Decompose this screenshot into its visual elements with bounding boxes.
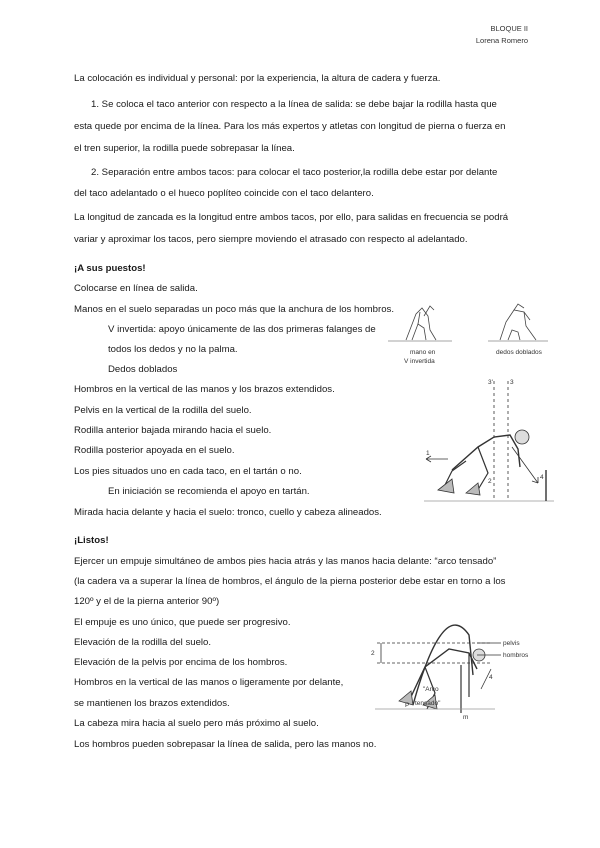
- section2-line: Elevación de la rodilla del suelo.: [74, 637, 212, 648]
- section2-line: Hombros en la vertical de las manos o ligeramente por delante,: [74, 677, 344, 688]
- hands-illustration: [378, 300, 558, 372]
- item1-line1: 1. Se coloca el taco anterior con respecto a la línea de salida: se debe bajar la rodilla hasta que: [91, 99, 497, 110]
- section1-line: Mirada hacia delante y hacia el suelo: tronco, cuello y cabeza alineados.: [74, 507, 382, 518]
- set-position-illustration: [365, 605, 530, 727]
- runner-body-icon: [409, 649, 477, 701]
- section2-line: El empuje es uno único, que puede ser progresivo.: [74, 617, 291, 628]
- caption-dedos-doblados: dedos doblados: [496, 349, 542, 356]
- page-header: [476, 23, 528, 47]
- tension-arc-icon: [413, 625, 473, 705]
- inverted-v-hand-icon: [388, 306, 452, 341]
- position-illustration: [418, 375, 558, 510]
- label-m: m: [463, 714, 469, 721]
- label-4: 4: [489, 674, 493, 681]
- section2-line: Elevación de la pelvis por encima de los hombros.: [74, 657, 288, 668]
- section2-line: se mantienen los brazos extendidos.: [74, 698, 230, 709]
- section2-line: Ejercer un empuje simultáneo de ambos pies hacia atrás y las manos hacia delante: “arco tensado”: [74, 556, 497, 567]
- section1-line: Rodilla posterior apoyada en el suelo.: [74, 445, 235, 456]
- caption-mano-en: mano en: [410, 349, 436, 356]
- section2-line: La cabeza mira hacia al suelo pero más próximo al suelo.: [74, 718, 319, 729]
- item2-line2: del taco adelantado o el hueco poplíteo coincide con el taco delantero.: [74, 188, 374, 199]
- section1-line: todos los dedos y no la palma.: [108, 344, 238, 355]
- runner-head-icon: [515, 430, 529, 444]
- label-3prime: 3': [488, 379, 493, 386]
- header-block: BLOQUE II: [490, 24, 528, 33]
- item1-line2: esta quede por encima de la línea. Para los más expertos y atletas con longitud de pierna o fuerza en: [74, 121, 506, 132]
- label-hombros: hombros: [503, 652, 529, 659]
- section1-line: Dedos doblados: [108, 364, 178, 375]
- item2-line1: 2. Separación entre ambos tacos: para colocar el taco posterior,la rodilla debe estar por delante: [91, 167, 498, 178]
- section2-title: ¡Listos!: [74, 535, 109, 546]
- caption-v-invertida: V invertida: [404, 358, 435, 365]
- label-4: 4: [540, 474, 544, 481]
- section1-line: Rodilla anterior bajada mirando hacia el suelo.: [74, 425, 272, 436]
- section1-line: Manos en el suelo separadas un poco más que la anchura de los hombros.: [74, 304, 394, 315]
- intro-paragraph: La colocación es individual y personal: por la experiencia, la altura de cadera y fuerza.: [74, 73, 441, 84]
- section1-line: Colocarse en línea de salida.: [74, 283, 198, 294]
- header-author: Lorena Romero: [475, 36, 528, 45]
- label-3: 3: [510, 379, 514, 386]
- rear-block-icon: [438, 479, 454, 493]
- item1-line3: el tren superior, la rodilla puede sobrepasar la línea.: [74, 143, 295, 154]
- label-p: P: [405, 702, 410, 709]
- label-tensado: tensado": [415, 700, 441, 707]
- bent-fingers-hand-icon: [488, 304, 548, 341]
- section1-line: En iniciación se recomienda el apoyo en tartán.: [108, 486, 310, 497]
- runner-body-icon: [452, 435, 520, 470]
- section1-line: Pelvis en la vertical de la rodilla del suelo.: [74, 405, 252, 416]
- zancada-line2: variar y aproximar los tacos, pero siempre moviendo el atrasado con respecto al adelantado.: [74, 234, 468, 245]
- label-1: 1: [426, 450, 430, 457]
- section1-line: Hombros en la vertical de las manos y los brazos extendidos.: [74, 384, 335, 395]
- section1-line: V invertida: apoyo únicamente de las dos primeras falanges de: [108, 324, 376, 335]
- section1-title: ¡A sus puestos!: [74, 263, 146, 274]
- label-2: 2: [488, 478, 492, 485]
- section1-line: Los pies situados uno en cada taco, en el tartán o no.: [74, 466, 302, 477]
- section2-line: (la cadera va a superar la línea de hombros, el ángulo de la pierna posterior debe estar en torno a los: [74, 576, 506, 587]
- label-2: 2: [371, 650, 375, 657]
- label-pelvis: pelvis: [503, 640, 520, 647]
- zancada-line1: La longitud de zancada es la longitud entre ambos tacos, por ello, para salidas en frecuencia se podrá: [74, 212, 509, 223]
- front-block-icon: [466, 483, 480, 495]
- label-arco: "Arco: [423, 686, 439, 693]
- section2-line: Los hombros pueden sobrepasar la línea de salida, pero las manos no.: [74, 739, 377, 750]
- section2-line: 120º y el de la pierna anterior 90º): [74, 596, 220, 607]
